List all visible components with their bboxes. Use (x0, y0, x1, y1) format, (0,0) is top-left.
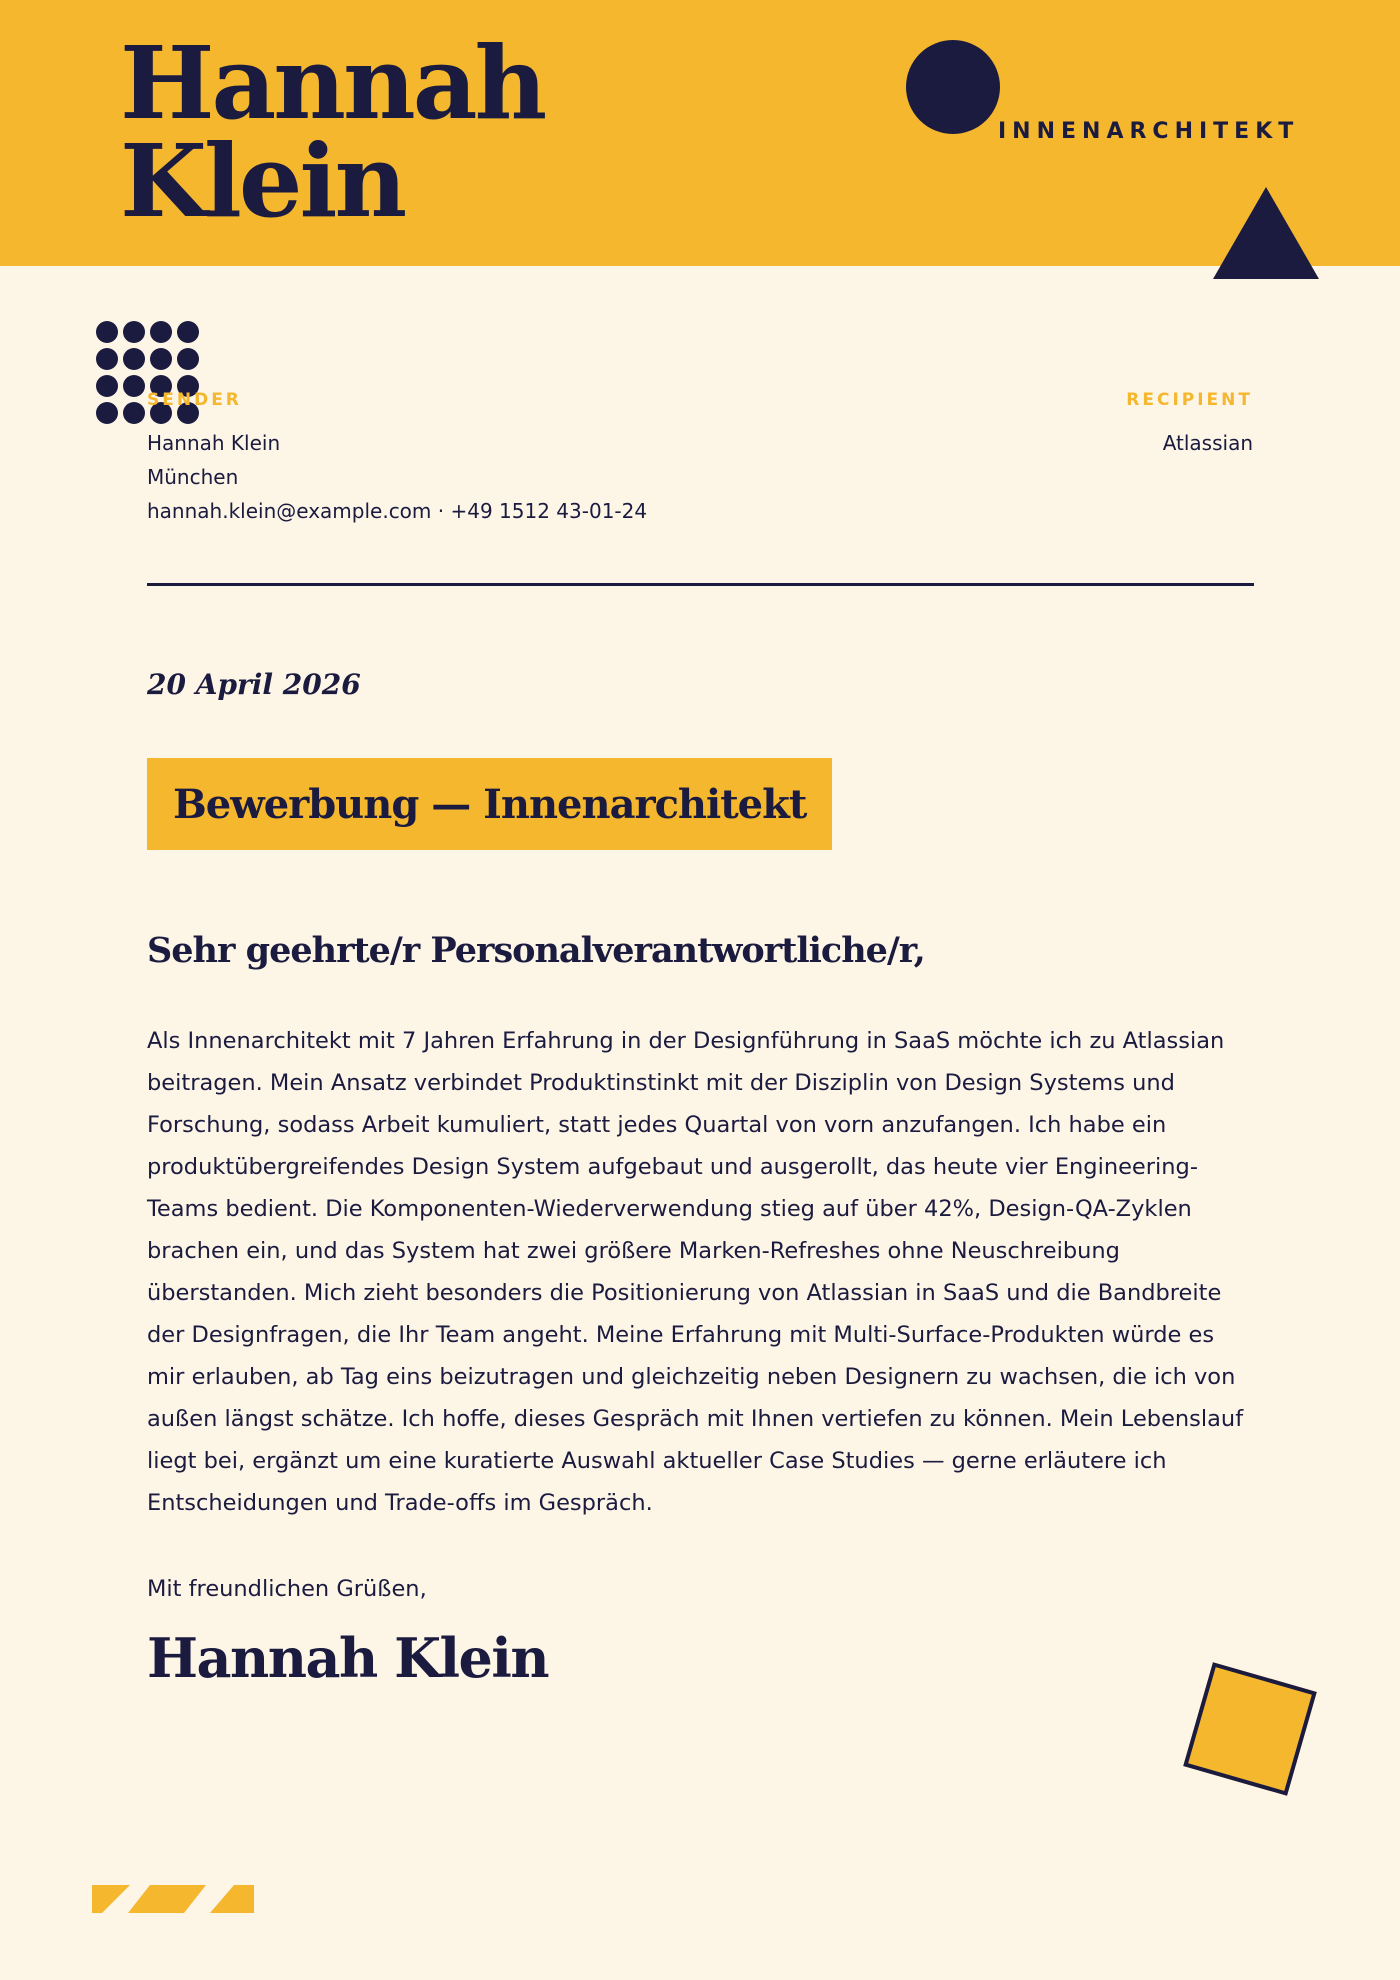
subject-box (147, 758, 832, 850)
recipient-label: RECIPIENT (1126, 390, 1253, 410)
salutation: Sehr geehrte/r Personalverantwortliche/r, (147, 930, 925, 971)
square-decoration (1183, 1662, 1317, 1796)
role-label: INNENARCHITEKT (998, 119, 1300, 144)
signature: Hannah Klein (147, 1626, 549, 1690)
circle-decoration (906, 40, 1000, 134)
name-title (120, 24, 545, 240)
body-paragraph: Als Innenarchitekt mit 7 Jahren Erfahrung in der Designführung in SaaS möchte ich zu Atlassian beitragen. Mein Ansatz verbindet Produktinstinkt mit der Disziplin von Design Systems und Forschung, sodass Arbeit kumuliert, statt jedes Quartal von vorn anzufangen. Ich habe ein produktübergreifendes Design System aufgebaut und ausgerollt, das heute vier Engineering-Teams bedient. Die Komponenten-Wiederverwendung stieg auf über 42%, Design-QA-Zyklen brachen ein, und das System hat zwei größere Marken-Refreshes ohne Neuschreibung überstanden. Mich zieht besonders die Positionierung von Atlassian in SaaS und die Bandbreite der Designfragen, die Ihr Team angeht. Meine Erfahrung mit Multi-Surface-Produkten würde es mir erlauben, ab Tag eins beizutragen und gleichzeitig neben Designern zu wachsen, die ich von außen längst schätze. Ich hoffe, dieses Gespräch mit Ihnen vertiefen zu können. Mein Lebenslauf liegt bei, ergänzt um eine kuratierte Auswahl aktueller Case Studies — gerne erläutere ich Entscheidungen und Trade-offs im Gespräch. (147, 1028, 1244, 1516)
sender-city: München (147, 465, 239, 489)
sender-contact: hannah.klein@example.com · +49 1512 43-01-24 (147, 499, 648, 523)
stripes-decoration (92, 1885, 258, 1913)
triangle-decoration (1213, 187, 1319, 279)
recipient-block (1163, 426, 1253, 460)
closing: Mit freundlichen Grüßen, (147, 1576, 427, 1602)
first-name: Hannah (120, 24, 545, 142)
dots-grid-decoration (96, 321, 202, 427)
sender-label: SENDER (147, 390, 242, 410)
subject-text: Bewerbung — Innenarchitekt (173, 780, 807, 828)
letter-date: 20 April 2026 (147, 668, 361, 701)
last-name: Klein (120, 122, 405, 240)
sender-name: Hannah Klein (147, 431, 281, 455)
divider (147, 583, 1254, 586)
sender-block (147, 426, 647, 528)
recipient-company: Atlassian (1162, 431, 1253, 455)
